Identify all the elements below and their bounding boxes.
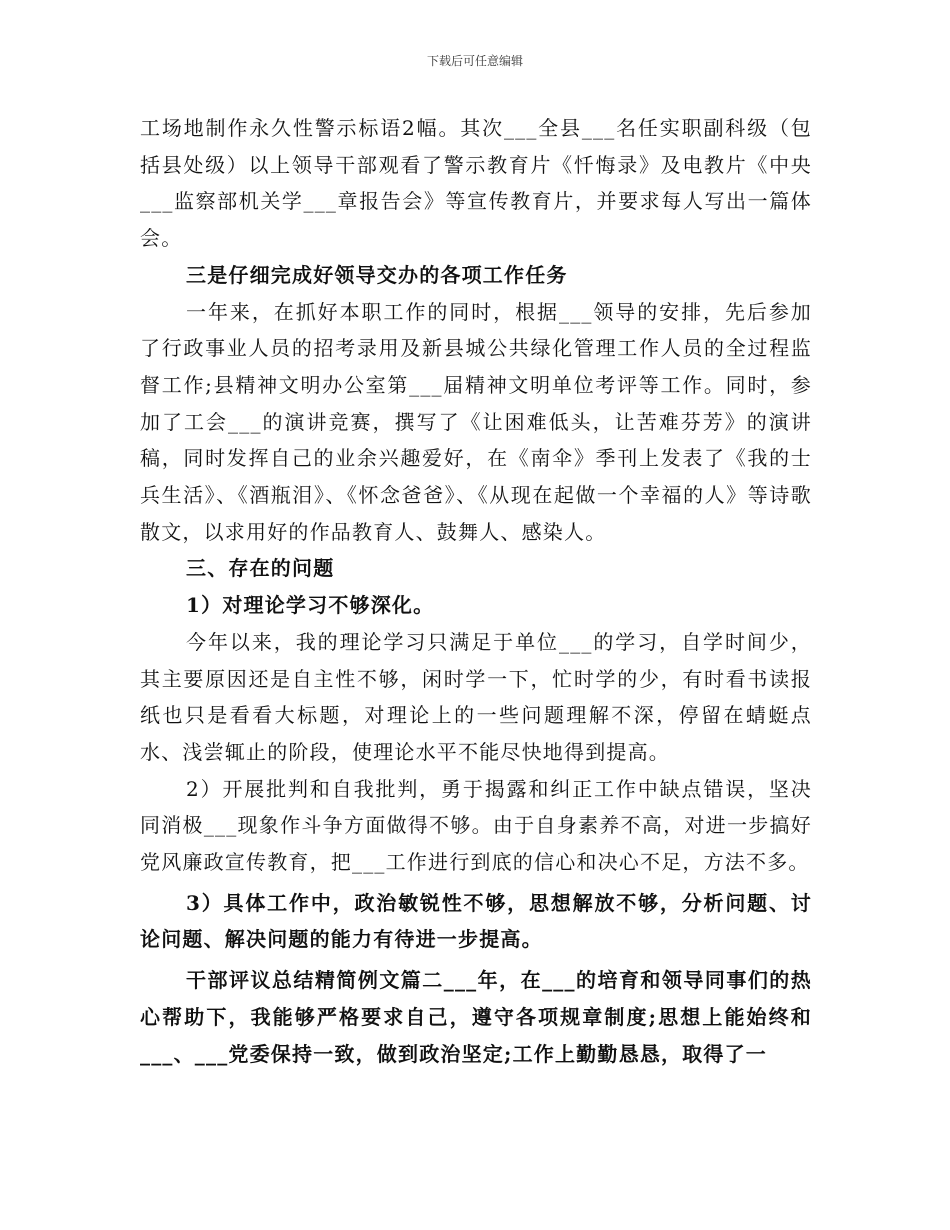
paragraph-year-work: 一年来，在抓好本职工作的同时，根据___领导的安排，先后参加了行政事业人员的招考录用及新县城公共绿化管理工作人员的全过程监督工作;县精神文明办公室第___届精神文明单位考评等工作。同时，参加了工会___的演讲竞赛，撰写了《让困难低头，让苦难芬芳》的演讲稿，同时发挥自己的业余兴趣爱好，在《南伞》季刊上发表了《我的士兵生活》、《酒瓶泪》、《怀念爸爸》、《从现在起做一个幸福的人》等诗歌散文，以求用好的作品教育人、鼓舞人、感染人。 bbox=[140, 299, 812, 544]
section-heading-tasks: 三是仔细完成好领导交办的各项工作任务 bbox=[186, 262, 568, 287]
paragraph-article-two: 干部评议总结精简例文篇二___年，在___的培育和领导同事们的热心帮助下，我能够严格要求自己，遵守各项规章制度;思想上能始终和___、___党委保持一致，做到政治坚定;工作上勤勤恳恳，取得了一 bbox=[140, 968, 812, 1066]
document-body bbox=[140, 110, 812, 1072]
paragraph-problem-1: 今年以来，我的理论学习只满足于单位___的学习，自学时间少，其主要原因还是自主性不够，闲时学一下，忙时学的少，有时看书读报纸也只是看看大标题，对理论上的一些问题理解不深，停留在蜻蜓点水、浅尝辄止的阶段，使理论水平不能尽快地得到提高。 bbox=[140, 629, 812, 764]
page-header: 下载后可任意编辑 bbox=[426, 54, 523, 68]
paragraph-problem-2: 2）开展批判和自我批判，勇于揭露和纠正工作中缺点错误，坚决同消极___现象作斗争方面做得不够。由于自身素养不高，对进一步搞好党风廉政宣传教育，把___工作进行到底的信心和决心不足，方法不多。 bbox=[140, 776, 812, 875]
problem-heading-1: 1）对理论学习不够深化。 bbox=[186, 593, 435, 618]
section-heading-problems: 三、存在的问题 bbox=[186, 556, 335, 581]
paragraph-problem-3: 3）具体工作中，政治敏锐性不够，思想解放不够，分析问题、讨论问题、解决问题的能力有待进一步提高。 bbox=[140, 890, 812, 952]
paragraph-continuation: 工场地制作永久性警示标语2幅。其次___全县___名任实职副科级（包括县处级）以上领导干部观看了警示教育片《忏悔录》及电教片《中央___监察部机关学___章报告会》等宣传教育片，并要求每人写出一篇体会。 bbox=[140, 116, 812, 251]
